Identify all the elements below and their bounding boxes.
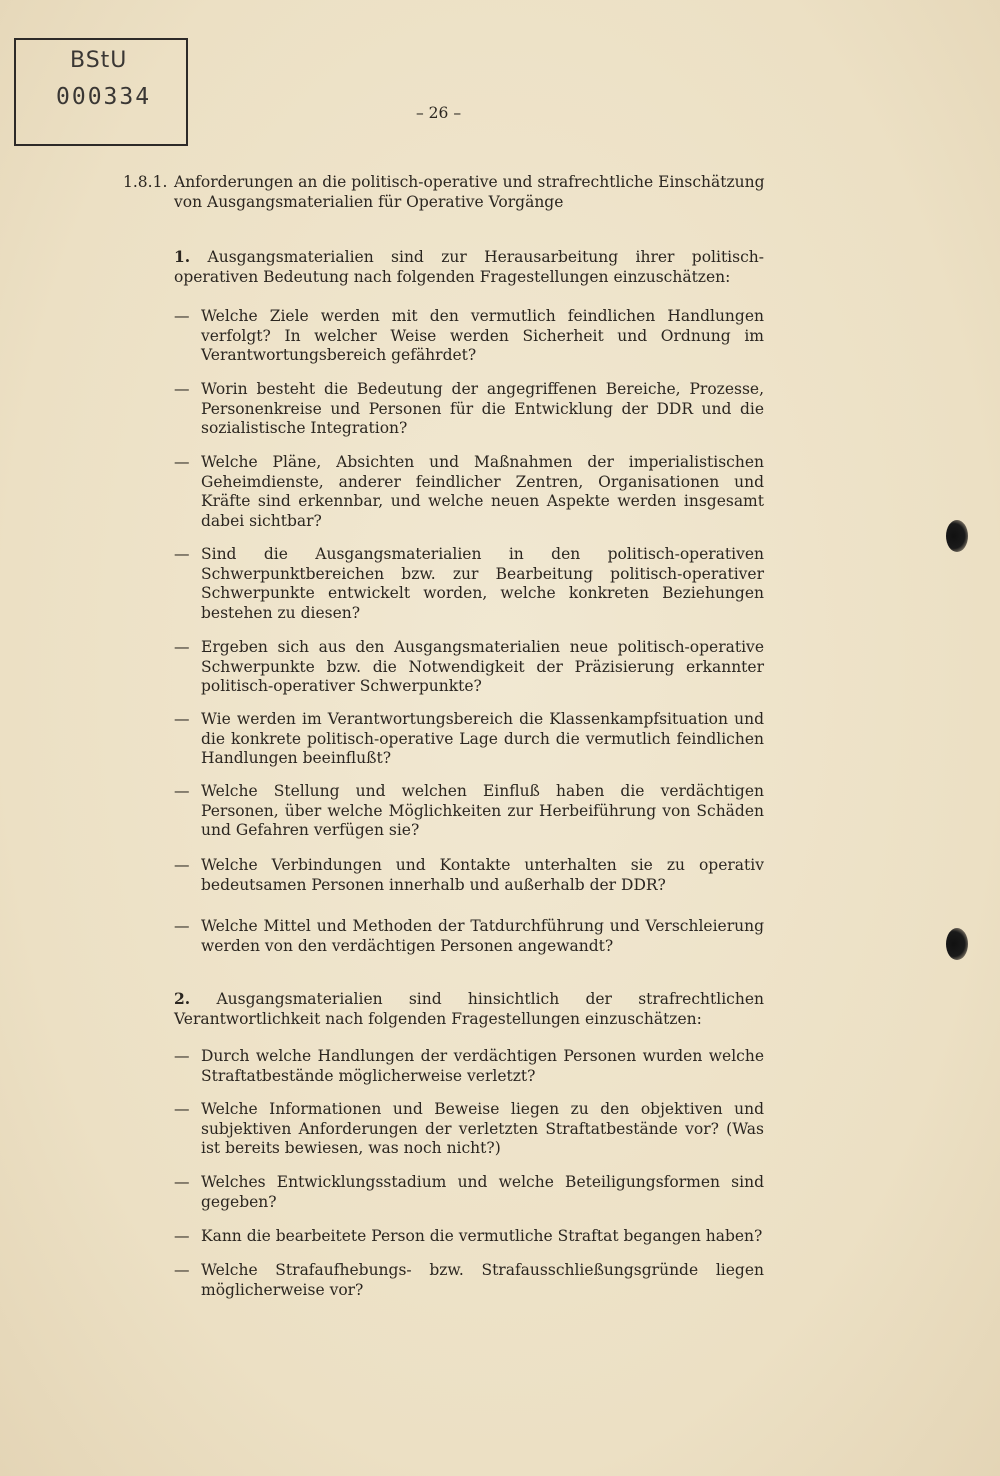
list-item <box>174 1173 764 1212</box>
list-item <box>174 1100 764 1159</box>
dash-bullet: — <box>174 1100 190 1118</box>
punch-hole-icon <box>946 928 968 960</box>
part2-number: 2. <box>174 989 191 1008</box>
dash-bullet: — <box>174 638 190 656</box>
dash-bullet: — <box>174 1261 190 1279</box>
list-item-text: Wie werden im Verantwortungsbereich die Klassenkampfsituation und die konkrete politisch-operative Lage durch die vermutlich feindlichen Handlungen beeinflußt? <box>201 710 764 767</box>
dash-bullet: — <box>174 1047 190 1065</box>
list-item-text: Welches Entwicklungsstadium und welche Beteiligungsformen sind gegeben? <box>201 1173 764 1211</box>
dash-bullet: — <box>174 545 190 563</box>
dash-bullet: — <box>174 710 190 728</box>
list-item-text: Kann die bearbeitete Person die vermutliche Straftat begangen haben? <box>201 1227 763 1245</box>
list-item <box>174 917 764 956</box>
page-number: – 26 – <box>416 104 462 122</box>
list-item <box>174 710 764 769</box>
list-item <box>174 545 764 623</box>
stamp-number: 000334 <box>56 84 152 110</box>
dash-bullet: — <box>174 856 190 874</box>
list-item-text: Welche Stellung und welchen Einfluß haben die verdächtigen Personen, über welche Möglichkeiten zur Herbeiführung von Schäden und Gefahren verfügen sie? <box>201 782 764 839</box>
list-item-text: Sind die Ausgangsmaterialien in den politisch-operativen Schwerpunktbereichen bzw. zur Bearbeitung politisch-operativer Schwerpunkte entwickelt worden, welche konkreten Beziehungen bestehen zu diesen? <box>201 545 764 622</box>
part2-intro-text: Ausgangsmaterialien sind hinsichtlich der strafrechtlichen Verantwortlichkeit nach folgenden Fragestellungen einzuschätzen: <box>174 990 764 1028</box>
stamp-label: BStU <box>70 48 128 73</box>
section-heading <box>123 173 773 212</box>
section-number: 1.8.1. <box>123 173 168 191</box>
dash-bullet: — <box>174 453 190 471</box>
part1-intro <box>174 247 764 287</box>
dash-bullet: — <box>174 380 190 398</box>
list-item <box>174 453 764 531</box>
archive-stamp <box>14 38 188 146</box>
list-item-text: Welche Strafaufhebungs- bzw. Strafausschließungsgründe liegen möglicherweise vor? <box>201 1261 764 1299</box>
dash-bullet: — <box>174 307 190 325</box>
list-item <box>174 307 764 366</box>
list-item <box>174 380 764 439</box>
part1-number: 1. <box>174 247 191 266</box>
part1-intro-text: Ausgangsmaterialien sind zur Herausarbeitung ihrer politisch-operativen Bedeutung nach folgenden Fragestellungen einzuschätzen: <box>174 248 764 286</box>
list-item <box>174 1227 764 1247</box>
punch-hole-icon <box>946 520 968 552</box>
dash-bullet: — <box>174 917 190 935</box>
list-item-text: Welche Ziele werden mit den vermutlich feindlichen Handlungen verfolgt? In welcher Weise werden Sicherheit und Ordnung im Verantwortungsbereich gefährdet? <box>201 307 764 364</box>
section-title: Anforderungen an die politisch-operative und strafrechtliche Einschätzung von Ausgangsmaterialien für Operative Vorgänge <box>174 173 765 211</box>
list-item <box>174 1261 764 1300</box>
dash-bullet: — <box>174 782 190 800</box>
list-item-text: Welche Informationen und Beweise liegen zu den objektiven und subjektiven Anforderungen der verletzten Straftatbestände vor? (Was ist bereits bewiesen, was noch nicht?) <box>201 1100 764 1157</box>
list-item <box>174 638 764 697</box>
list-item-text: Welche Mittel und Methoden der Tatdurchführung und Verschleierung werden von den verdächtigen Personen angewandt? <box>201 917 764 955</box>
list-item <box>174 782 764 841</box>
list-item <box>174 1047 764 1086</box>
list-item <box>174 856 764 895</box>
list-item-text: Worin besteht die Bedeutung der angegriffenen Bereiche, Prozesse, Personenkreise und Personen für die Entwicklung der DDR und die sozialistische Integration? <box>201 380 764 437</box>
part2-intro <box>174 989 764 1029</box>
list-item-text: Ergeben sich aus den Ausgangsmaterialien neue politisch-operative Schwerpunkte bzw. die Notwendigkeit der Präzisierung erkannter politisch-operativer Schwerpunkte? <box>201 638 764 695</box>
dash-bullet: — <box>174 1173 190 1191</box>
list-item-text: Welche Pläne, Absichten und Maßnahmen der imperialistischen Geheimdienste, anderer feindlicher Zentren, Organisationen und Kräfte sind erkennbar, und welche neuen Aspekte werden insgesamt dabei sichtbar? <box>201 453 764 530</box>
list-item-text: Welche Verbindungen und Kontakte unterhalten sie zu operativ bedeutsamen Personen innerhalb und außerhalb der DDR? <box>201 856 764 894</box>
list-item-text: Durch welche Handlungen der verdächtigen Personen wurden welche Straftatbestände möglicherweise verletzt? <box>201 1047 764 1085</box>
dash-bullet: — <box>174 1227 190 1245</box>
